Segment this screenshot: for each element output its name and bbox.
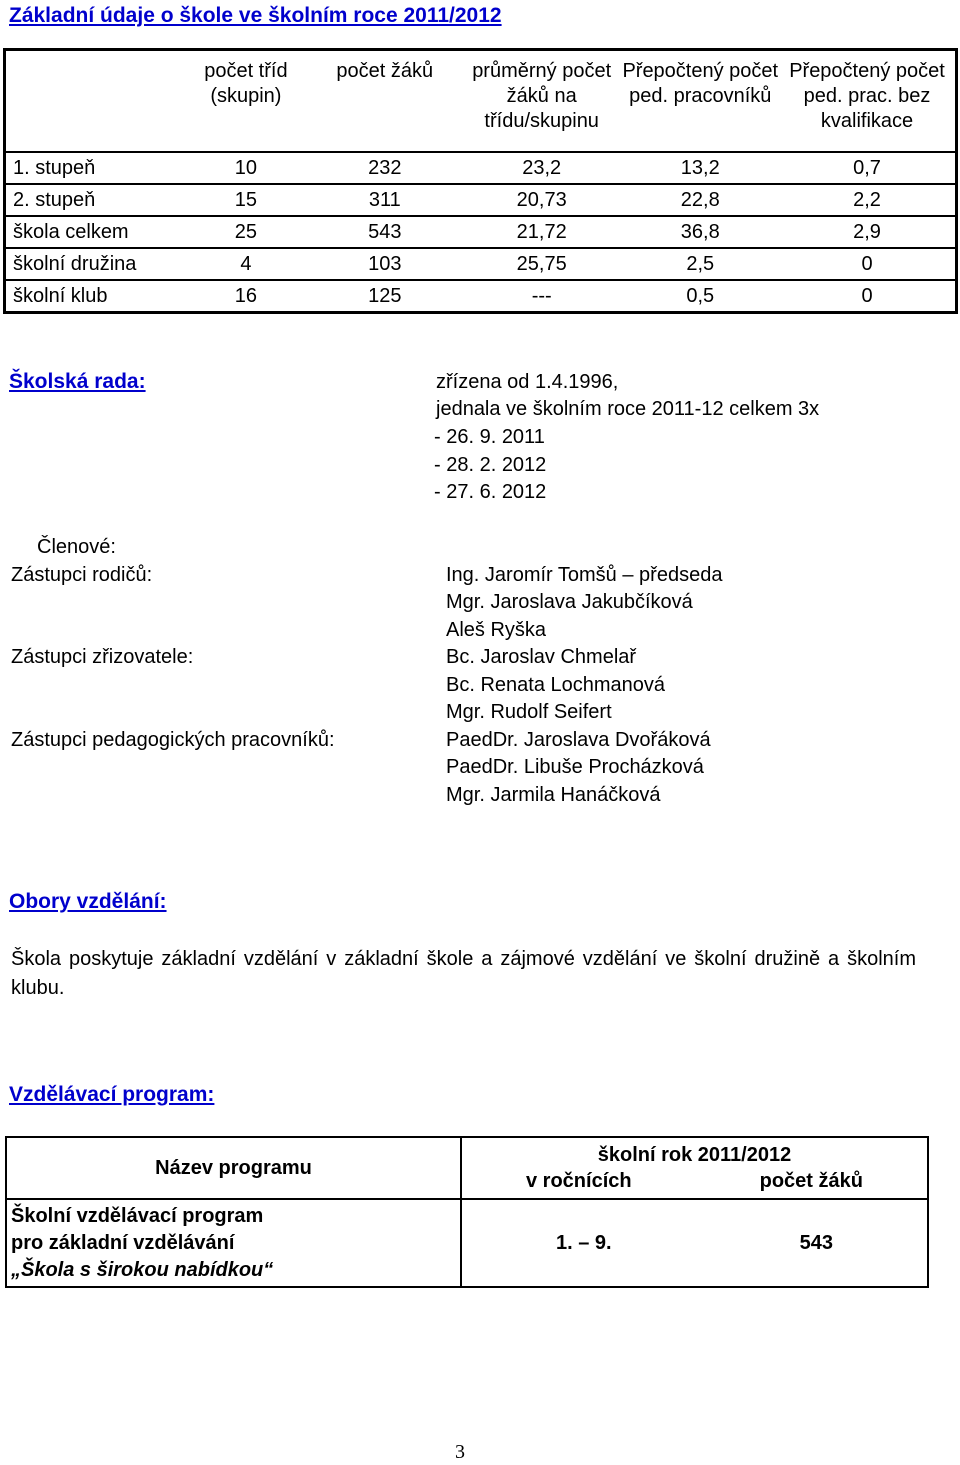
table-row [5, 216, 957, 248]
grades-header: v ročnících [526, 1170, 632, 1192]
program-line: pro základní vzdělávání [11, 1231, 235, 1254]
members-label: Členové: [37, 536, 116, 558]
staff-cell: 22,8 [622, 184, 780, 216]
pupils-cell: 232 [308, 152, 462, 184]
pupils-value: 543 [799, 1231, 833, 1254]
column-header: průměrný počet žáků na třídu/skupinu [472, 60, 612, 132]
classes-cell: 10 [184, 152, 308, 184]
program-values-cell [461, 1199, 928, 1287]
unqualified-cell: 2,9 [779, 216, 956, 248]
school-board-heading: Školská rada: [9, 370, 146, 393]
table-header-row [5, 50, 957, 152]
unqualified-cell: 0 [779, 280, 956, 313]
staff-cell: 13,2 [622, 152, 780, 184]
classes-cell: 16 [184, 280, 308, 313]
row-label: školní družina [5, 248, 185, 280]
row-label: 2. stupeň [5, 184, 185, 216]
board-member: PaedDr. Jaroslava Dvořáková [446, 729, 711, 751]
classes-cell: 25 [184, 216, 308, 248]
pupils-cell: 125 [308, 280, 462, 313]
program-heading: Vzdělávací program: [9, 1083, 215, 1106]
column-header: Přepočtený počet ped. prac. bez kvalifikace [789, 60, 945, 132]
founder-representatives-label: Zástupci zřizovatele: [11, 646, 194, 668]
unqualified-cell: 2,2 [779, 184, 956, 216]
meeting-date: - 28. 2. 2012 [434, 454, 547, 476]
staff-cell: 36,8 [622, 216, 780, 248]
board-member: Bc. Renata Lochmanová [446, 674, 666, 696]
average-cell: 21,72 [462, 216, 622, 248]
board-member: PaedDr. Libuše Procházková [446, 756, 704, 778]
board-member: Mgr. Jaroslava Jakubčíková [446, 591, 693, 613]
school-year-header: školní rok 2011/2012 [597, 1144, 792, 1166]
program-name-header: Název programu [6, 1137, 461, 1199]
classes-cell: 4 [184, 248, 308, 280]
board-member: Aleš Ryška [446, 619, 547, 641]
fields-text: Škola poskytuje základní vzdělání v základní škole a zájmové vzdělání ve školní družině a školním klubu. [11, 948, 916, 999]
column-header: Přepočtený počet ped. pracovníků [622, 60, 779, 107]
meeting-date: - 27. 6. 2012 [434, 481, 547, 503]
teacher-representatives-label: Zástupci pedagogických pracovníků: [11, 729, 335, 751]
staff-cell: 0,5 [622, 280, 780, 313]
row-label: škola celkem [5, 216, 185, 248]
page-number: 3 [455, 1441, 465, 1463]
staff-cell: 2,5 [622, 248, 780, 280]
average-cell: 25,75 [462, 248, 622, 280]
pupils-cell: 543 [308, 216, 462, 248]
fields-heading: Obory vzdělání: [9, 890, 167, 913]
table-row [5, 152, 957, 184]
board-member: Mgr. Rudolf Seifert [446, 701, 612, 723]
unqualified-cell: 0 [779, 248, 956, 280]
board-member: Mgr. Jarmila Hanáčková [446, 784, 661, 806]
grades-value: 1. – 9. [556, 1231, 612, 1254]
program-title: „Škola s širokou nabídkou“ [11, 1258, 274, 1281]
board-meetings-text: jednala ve školním roce 2011-12 celkem 3x [436, 398, 820, 420]
meeting-date: - 26. 9. 2011 [434, 426, 545, 448]
board-member: Ing. Jaromír Tomšů – předseda [446, 564, 723, 586]
unqualified-cell: 0,7 [779, 152, 956, 184]
column-header: počet žáků [336, 60, 434, 82]
average-cell: 23,2 [462, 152, 622, 184]
classes-cell: 15 [184, 184, 308, 216]
program-table [5, 1136, 929, 1288]
board-established: zřízena od 1.4.1996, [436, 371, 619, 393]
board-member: Bc. Jaroslav Chmelař [446, 646, 637, 668]
year-header-cell [461, 1137, 928, 1199]
pupils-header: počet žáků [759, 1170, 863, 1192]
parents-representatives-label: Zástupci rodičů: [11, 564, 153, 586]
column-header: počet tříd (skupin) [204, 60, 288, 107]
pupils-cell: 311 [308, 184, 462, 216]
average-cell: --- [462, 280, 622, 313]
basic-info-heading: Základní údaje o škole ve školním roce 2011/2012 [9, 4, 502, 27]
table-row [5, 184, 957, 216]
pupils-cell: 103 [308, 248, 462, 280]
row-label: školní klub [5, 280, 185, 313]
average-cell: 20,73 [462, 184, 622, 216]
table-row [5, 248, 957, 280]
program-line: Školní vzdělávací program [11, 1204, 264, 1227]
column-header [5, 50, 185, 152]
row-label: 1. stupeň [5, 152, 185, 184]
basic-info-table [3, 48, 958, 314]
program-name-cell [6, 1199, 461, 1287]
table-row [5, 280, 957, 313]
